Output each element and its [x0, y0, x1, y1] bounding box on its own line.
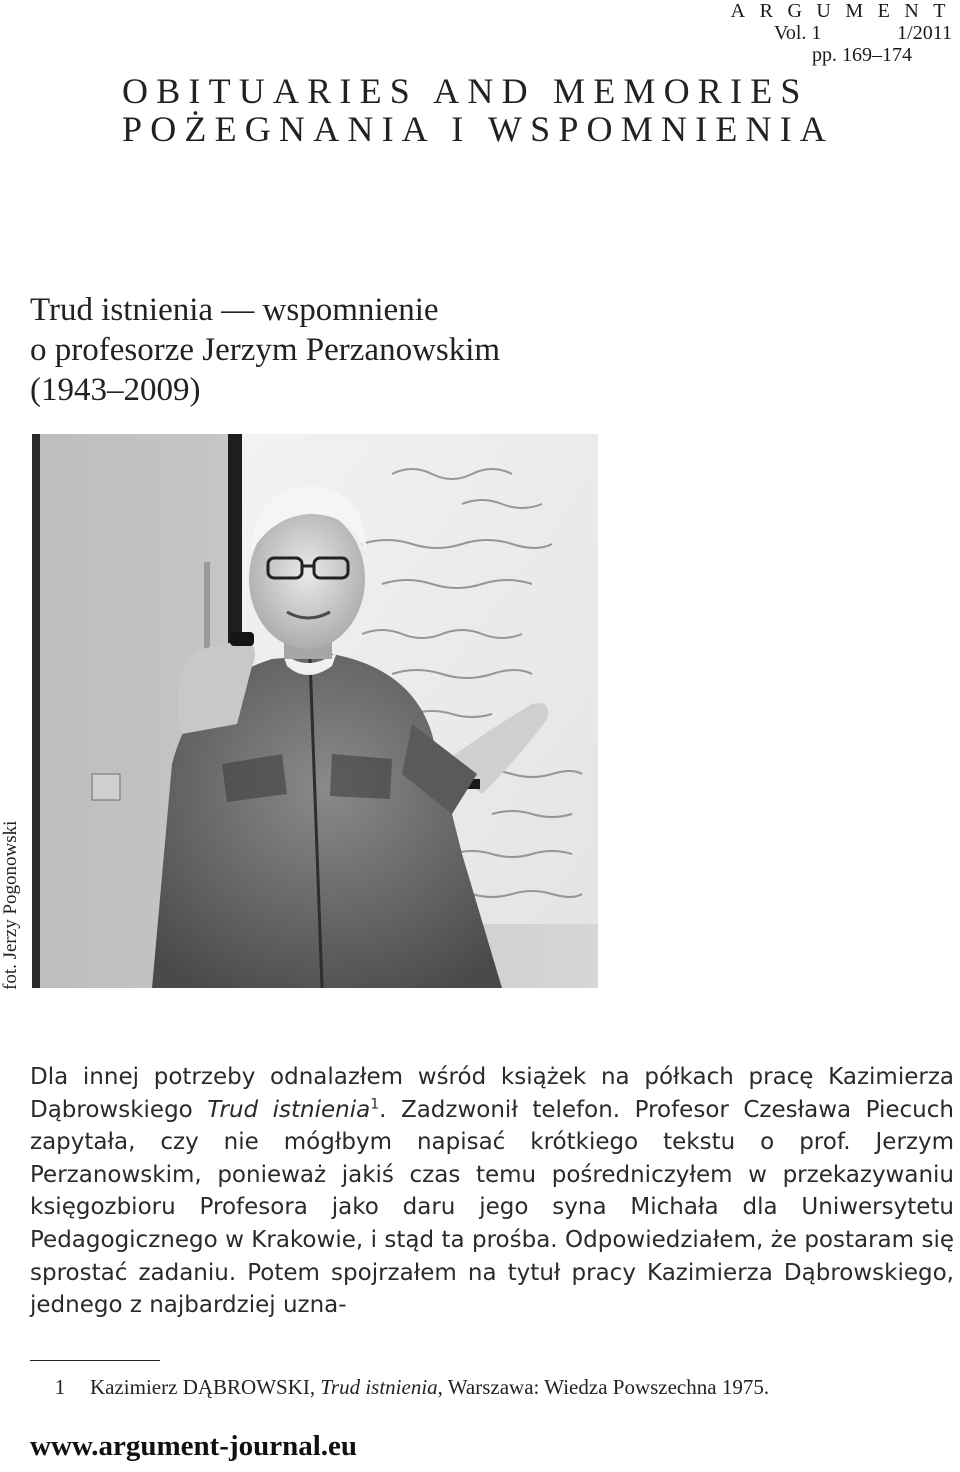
- footnote-title: Trud istnienia: [320, 1375, 438, 1399]
- journal-pages: pp. 169–174: [812, 44, 912, 66]
- body-paragraph: [30, 1061, 954, 1322]
- journal-website-link[interactable]: www.argument-journal.eu: [30, 1430, 358, 1462]
- section-heading-english: OBITUARIES AND MEMORIES: [122, 71, 809, 111]
- footnote-author: Kazimierz DĄBROWSKI,: [90, 1375, 321, 1399]
- footnote-rest: , Warszawa: Wiedza Powszechna 1975.: [437, 1375, 770, 1399]
- journal-header: [682, 0, 960, 66]
- article-title-line: o profesorze Jerzym Perzanowskim: [30, 332, 501, 368]
- article-title-line: Trud istnienia — wspomnienie: [30, 292, 439, 328]
- body-text-part: . Zadzwonił telefon. Profesor Czesława Piecuch zapytała, czy nie mógłbym napisać krótkiego tekstu o prof. Jerzym Perzanowskim, ponieważ jakiś czas temu pośredniczyłem w przekazywaniu księgozbioru Profesora jako daru jego syna Michała dla Uniwersytetu Pedagogicznego w Krakowie, i stąd ta prośba. Odpowiedziałem, że postaram się sprostać zadaniu. Potem spojrzałem na tytuł pracy Kazimierza Dąbrowskiego, jednego z najbardziej uzna-: [30, 1096, 954, 1319]
- article-title-line: (1943–2009): [30, 372, 201, 408]
- journal-name: ARGUMENT: [730, 0, 960, 22]
- article-body: [30, 1061, 954, 1322]
- section-heading-polish: POŻEGNANIA I WSPOMNIENIA: [122, 109, 835, 149]
- body-text-part: Dla innej potrzeby odnalazłem wśród książek na półkach pracę Kazimierza Dąbrowskiego: [30, 1064, 954, 1123]
- footnote: [30, 1375, 950, 1400]
- portrait-photo-illustration: [32, 434, 598, 988]
- portrait-photo: [32, 434, 598, 988]
- footnote-number: 1: [54, 1375, 66, 1399]
- footnote-reference[interactable]: 1: [370, 1095, 380, 1112]
- body-italic-title: Trud istnienia: [207, 1096, 371, 1123]
- journal-issue: 1/2011: [897, 22, 952, 44]
- footnote-divider: [30, 1360, 160, 1361]
- photo-credit: fot. Jerzy Pogonowski: [0, 820, 21, 990]
- article-title: [30, 290, 500, 410]
- journal-volume: Vol. 1: [774, 22, 822, 44]
- journal-volume-line: [682, 22, 952, 44]
